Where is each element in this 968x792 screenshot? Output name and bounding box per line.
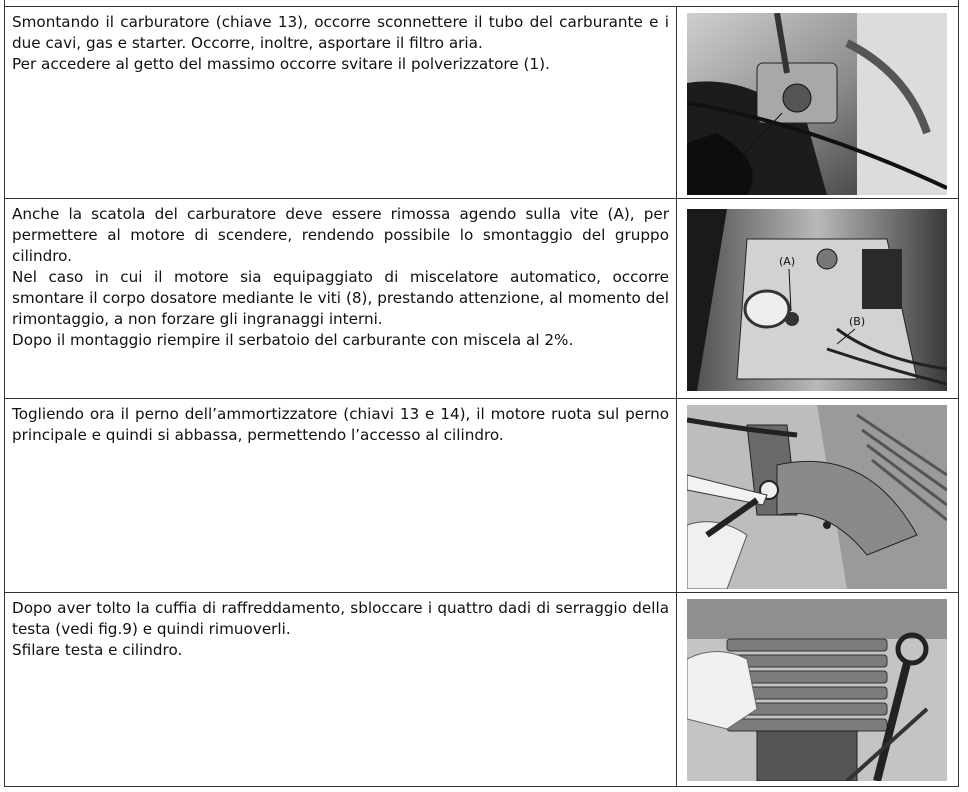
- paragraph: Dopo aver tolto la cuffia di raffreddamento, sbloccare i quattro dadi di serraggio della testa (vedi fig.9) e quindi rimuoverli.: [12, 599, 669, 638]
- row-text: [5, 593, 677, 787]
- paragraph: Sfilare testa e cilindro.: [12, 641, 183, 659]
- callout-label: (B): [849, 315, 866, 328]
- row-text: [5, 7, 677, 198]
- table-row: [5, 198, 958, 398]
- paragraph: Togliendo ora il perno dell’ammortizzatore (chiavi 13 e 14), il motore ruota sul perno principale e quindi si abbassa, permettendo l’accesso al cilindro.: [12, 405, 669, 444]
- paragraph: Smontando il carburatore (chiave 13), occorre sconnettere il tubo del carburante e i due cavi, gas e starter. Occorre, inoltre, asportare il filtro aria.: [12, 13, 669, 52]
- table-row: [5, 398, 958, 592]
- paragraph: Dopo il montaggio riempire il serbatoio del carburante con miscela al 2%.: [12, 331, 574, 349]
- carburetor-photo: [687, 13, 947, 195]
- callout-label: (1): [729, 155, 745, 168]
- shock-absorber-photo: [687, 405, 947, 589]
- row-text: [5, 199, 677, 398]
- carburetor-box-photo: [687, 209, 947, 391]
- paragraph: Per accedere al getto del massimo occorre svitare il polverizzatore (1).: [12, 55, 550, 73]
- callout-label: (A): [779, 255, 796, 268]
- paragraph: Anche la scatola del carburatore deve essere rimossa agendo sulla vite (A), per permettere al motore di scendere, rendendo possibile lo smontaggio del gruppo cilindro.: [12, 205, 669, 265]
- row-text: [5, 399, 677, 592]
- table-row: [5, 592, 958, 787]
- instruction-table: [4, 0, 959, 787]
- paragraph: Nel caso in cui il motore sia equipaggiato di miscelatore automatico, occorre smontare il corpo dosatore mediante le viti (8), prestando attenzione, al momento del rimontaggio, a non forzare gli ingranaggi interni.: [12, 268, 669, 328]
- cylinder-photo: [687, 599, 947, 781]
- table-row: [5, 6, 958, 198]
